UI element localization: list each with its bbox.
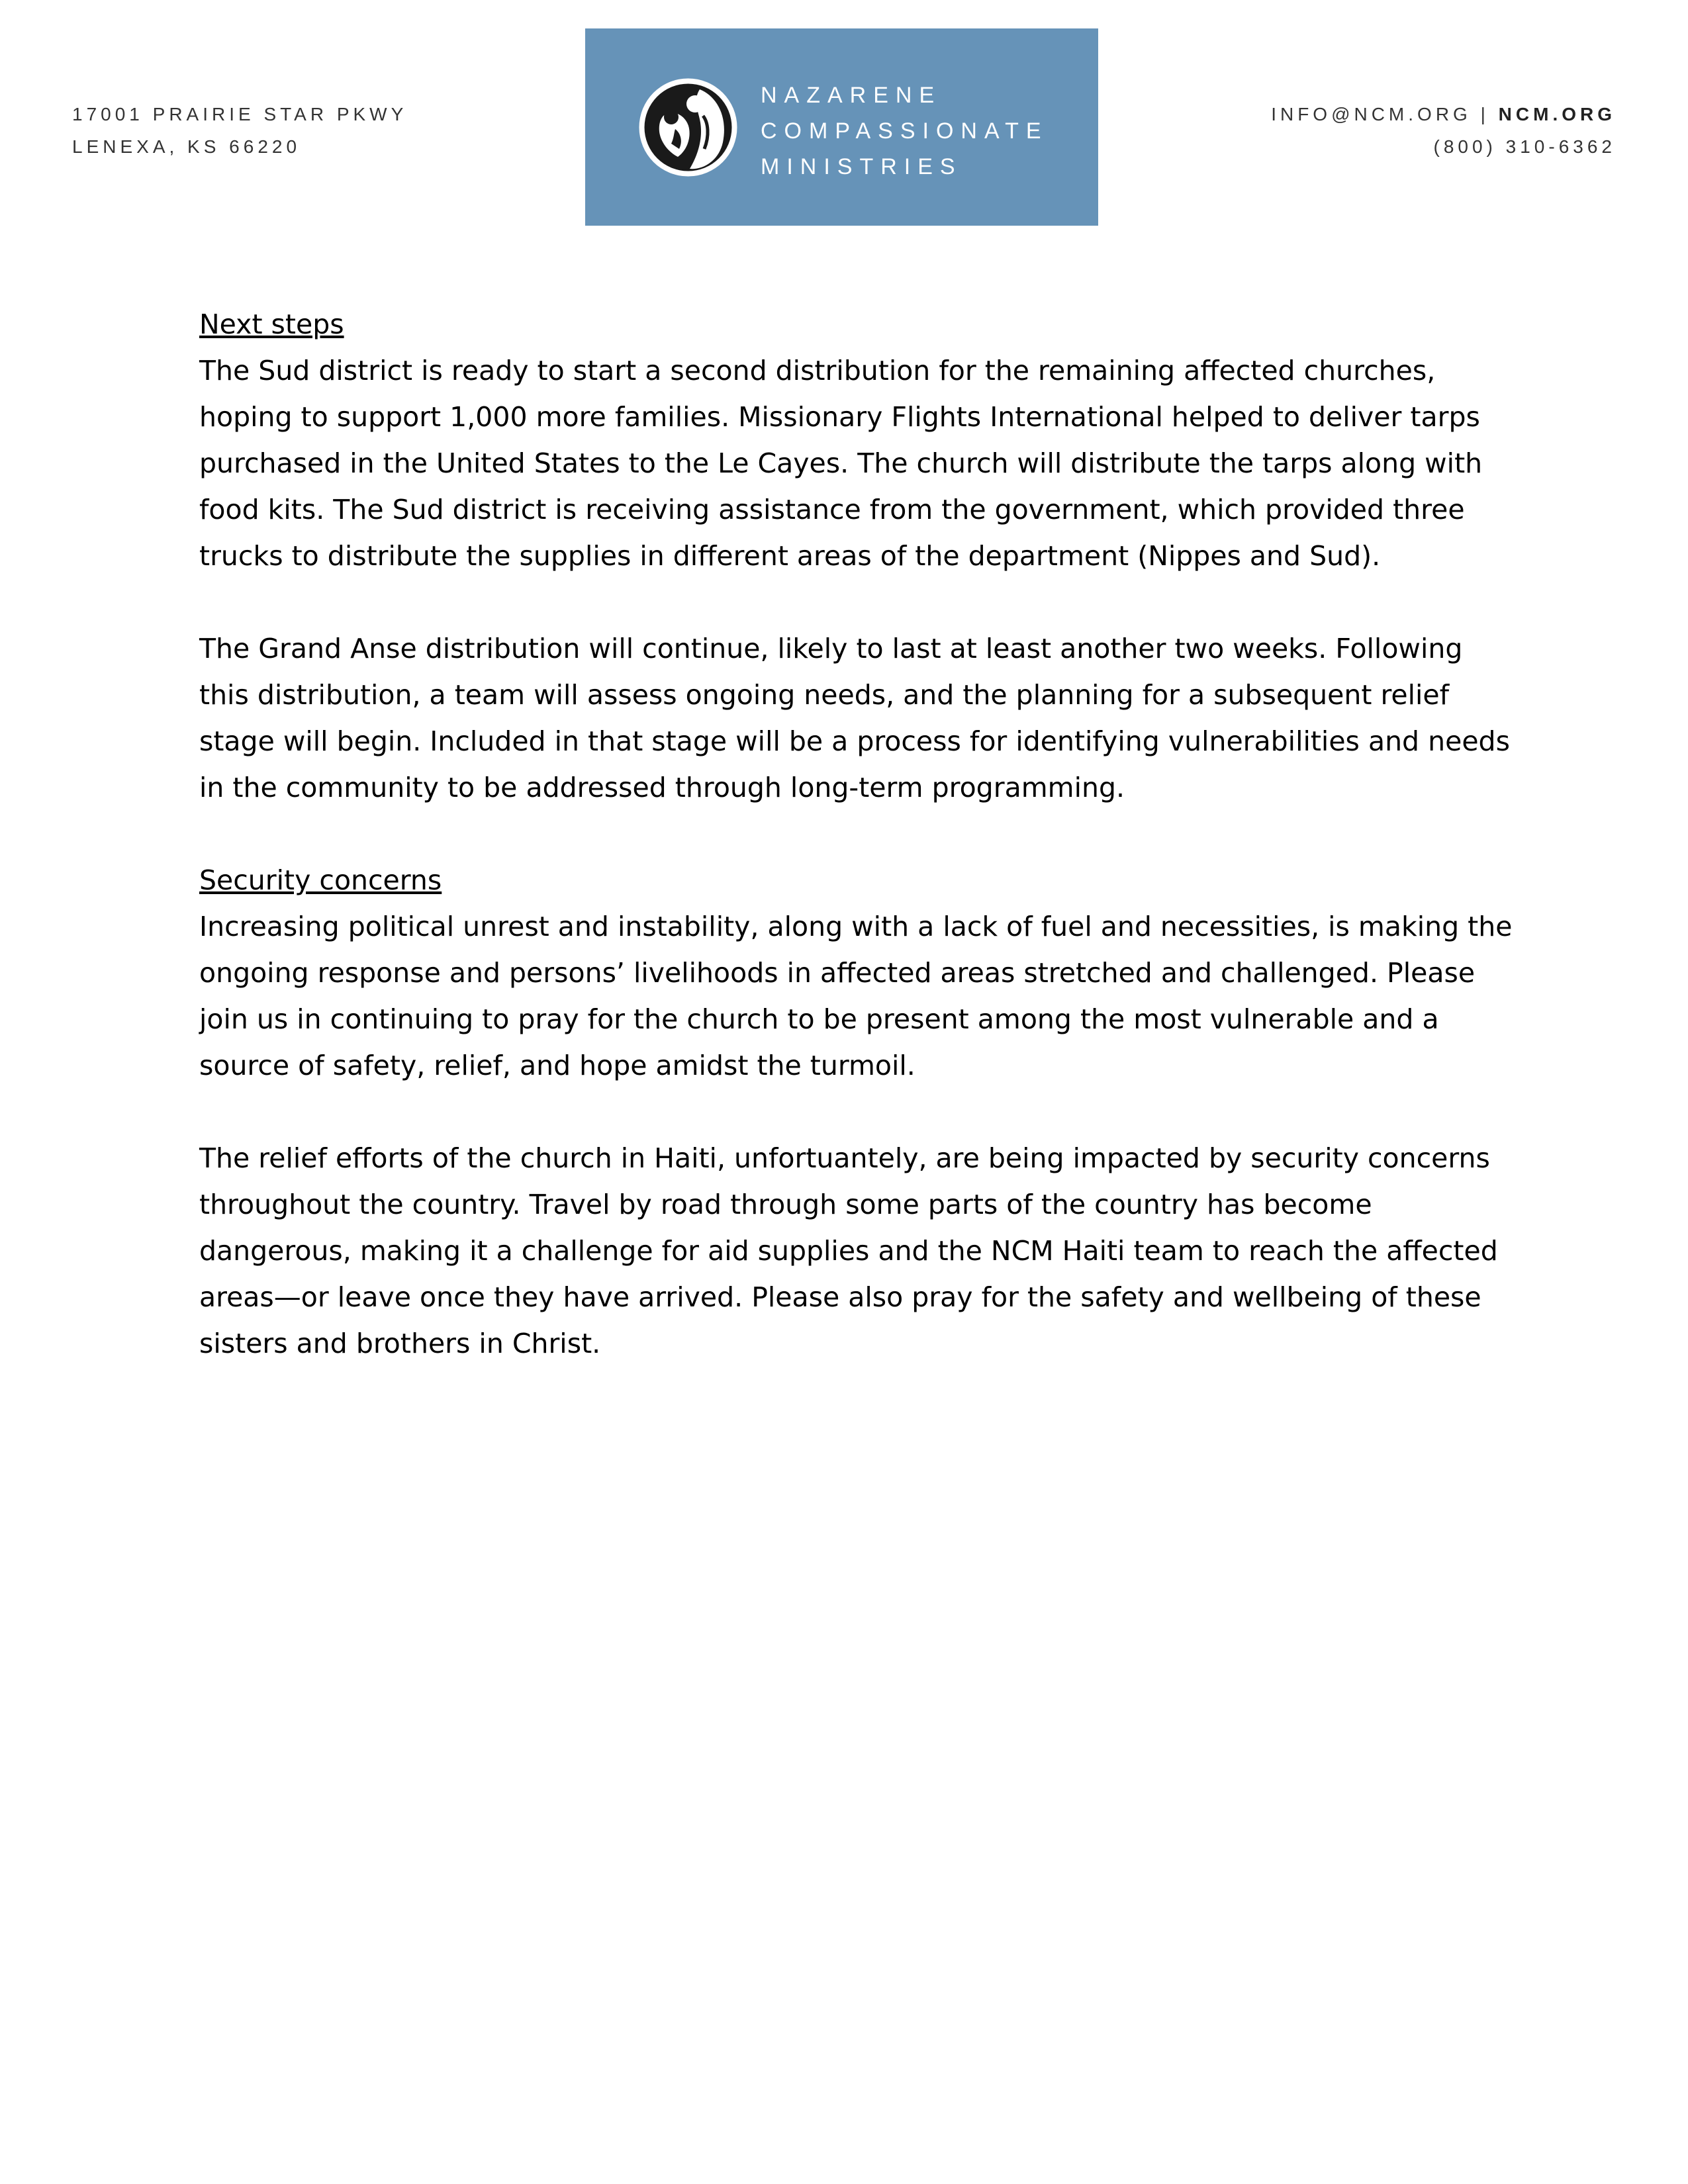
contact-email: INFO@NCM.ORG [1271, 104, 1472, 124]
logo-line-ministries: MINISTRIES [761, 154, 962, 179]
document-body [199, 301, 1517, 1413]
address-line-street: 17001 PRAIRIE STAR PKWY [72, 104, 408, 124]
logo-wordmark [761, 77, 1049, 185]
paragraph-sud-district: The Sud district is ready to start a second distribution for the remaining affected churches, hoping to support 1,000 more families. Missionary Flights International helped to deliver tarps purchased in the United States to the Le Cayes. The church will distribute the tarps along with food kits. The Sud district is receiving assistance from the government, which provided three trucks to distribute the supplies in different areas of the department (Nippes and Sud). [199, 355, 1483, 572]
logo-line-compassionate: COMPASSIONATE [761, 118, 1049, 144]
paragraph-grand-anse: The Grand Anse distribution will continue, likely to last at least another two weeks. Following this distribution, a team will assess ongoing needs, and the planning for a subsequent relief stage will begin. Included in that stage will be a process for identifying vulnerabilities and needs in the community to be addressed through long-term programming. [199, 633, 1510, 803]
address-line-city: LENEXA, KS 66220 [72, 136, 301, 157]
ncm-logo [585, 28, 1098, 226]
letterhead-contact [1271, 98, 1616, 163]
contact-line-web [1271, 98, 1616, 130]
heading-next-steps: Next steps [199, 308, 344, 340]
contact-phone: (800) 310-6362 [1433, 136, 1616, 157]
logo-line-nazarene: NAZARENE [761, 83, 942, 108]
letterhead-address [72, 98, 407, 163]
contact-separator: | [1480, 104, 1489, 124]
paragraph-relief-efforts: The relief efforts of the church in Haiti, unfortuantely, are being impacted by security concerns throughout the country. Travel by road through some parts of the country has become dangerous, making it a challenge for aid supplies and the NCM Haiti team to reach the affected areas—or leave once they have arrived. Please also pray for the safety and wellbeing of these sisters and brothers in Christ. [199, 1142, 1498, 1359]
heading-security-concerns: Security concerns [199, 864, 442, 896]
contact-website: NCM.ORG [1498, 104, 1616, 124]
paragraph-political-unrest: Increasing political unrest and instability, along with a lack of fuel and necessities, is making the ongoing response and persons’ livelihoods in affected areas stretched and challenged. Please join us in continuing to pray for the church to be present among the most vulnerable and a source of safety, relief, and hope amidst the turmoil. [199, 911, 1513, 1081]
figures-emblem-icon [637, 76, 739, 179]
